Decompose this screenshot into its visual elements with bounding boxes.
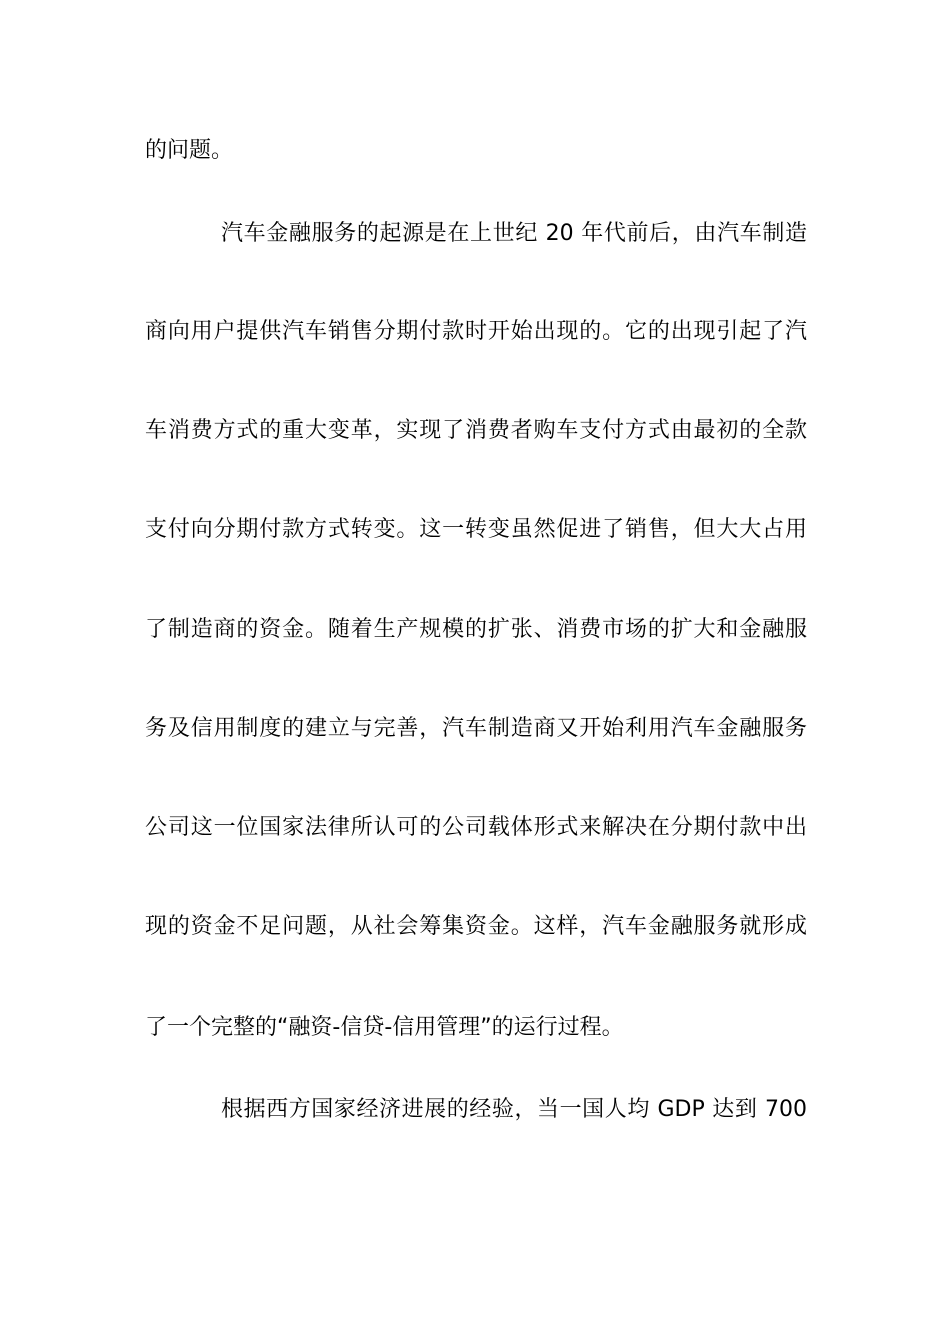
- text-line: 务及信用制度的建立与完善，汽车制造商又开始利用汽车金融服务: [145, 716, 807, 741]
- text-line: 车消费方式的重大变革，实现了消费者购车支付方式由最初的全款: [145, 418, 807, 443]
- text-line: 支付向分期付款方式转变。这一转变虽然促进了销售，但大大占用: [145, 517, 807, 542]
- paragraph-first-line: 根据西方国家经济进展的经验，当一国人均 GDP 达到 700: [221, 1097, 807, 1122]
- text-line: 现的资金不足问题，从社会筹集资金。这样，汽车金融服务就形成: [145, 914, 807, 939]
- text-line: 了制造商的资金。随着生产规模的扩张、消费市场的扩大和金融服: [145, 617, 807, 642]
- text-line: 的问题。: [145, 138, 234, 163]
- text-line: 了一个完整的“融资-信贷-信用管理”的运行过程。: [145, 1015, 624, 1040]
- text-line: 公司这一位国家法律所认可的公司载体形式来解决在分期付款中出: [145, 815, 807, 840]
- text-line: 商向用户提供汽车销售分期付款时开始出现的。它的出现引起了汽: [145, 319, 807, 344]
- paragraph-first-line: 汽车金融服务的起源是在上世纪 20 年代前后，由汽车制造: [221, 221, 807, 246]
